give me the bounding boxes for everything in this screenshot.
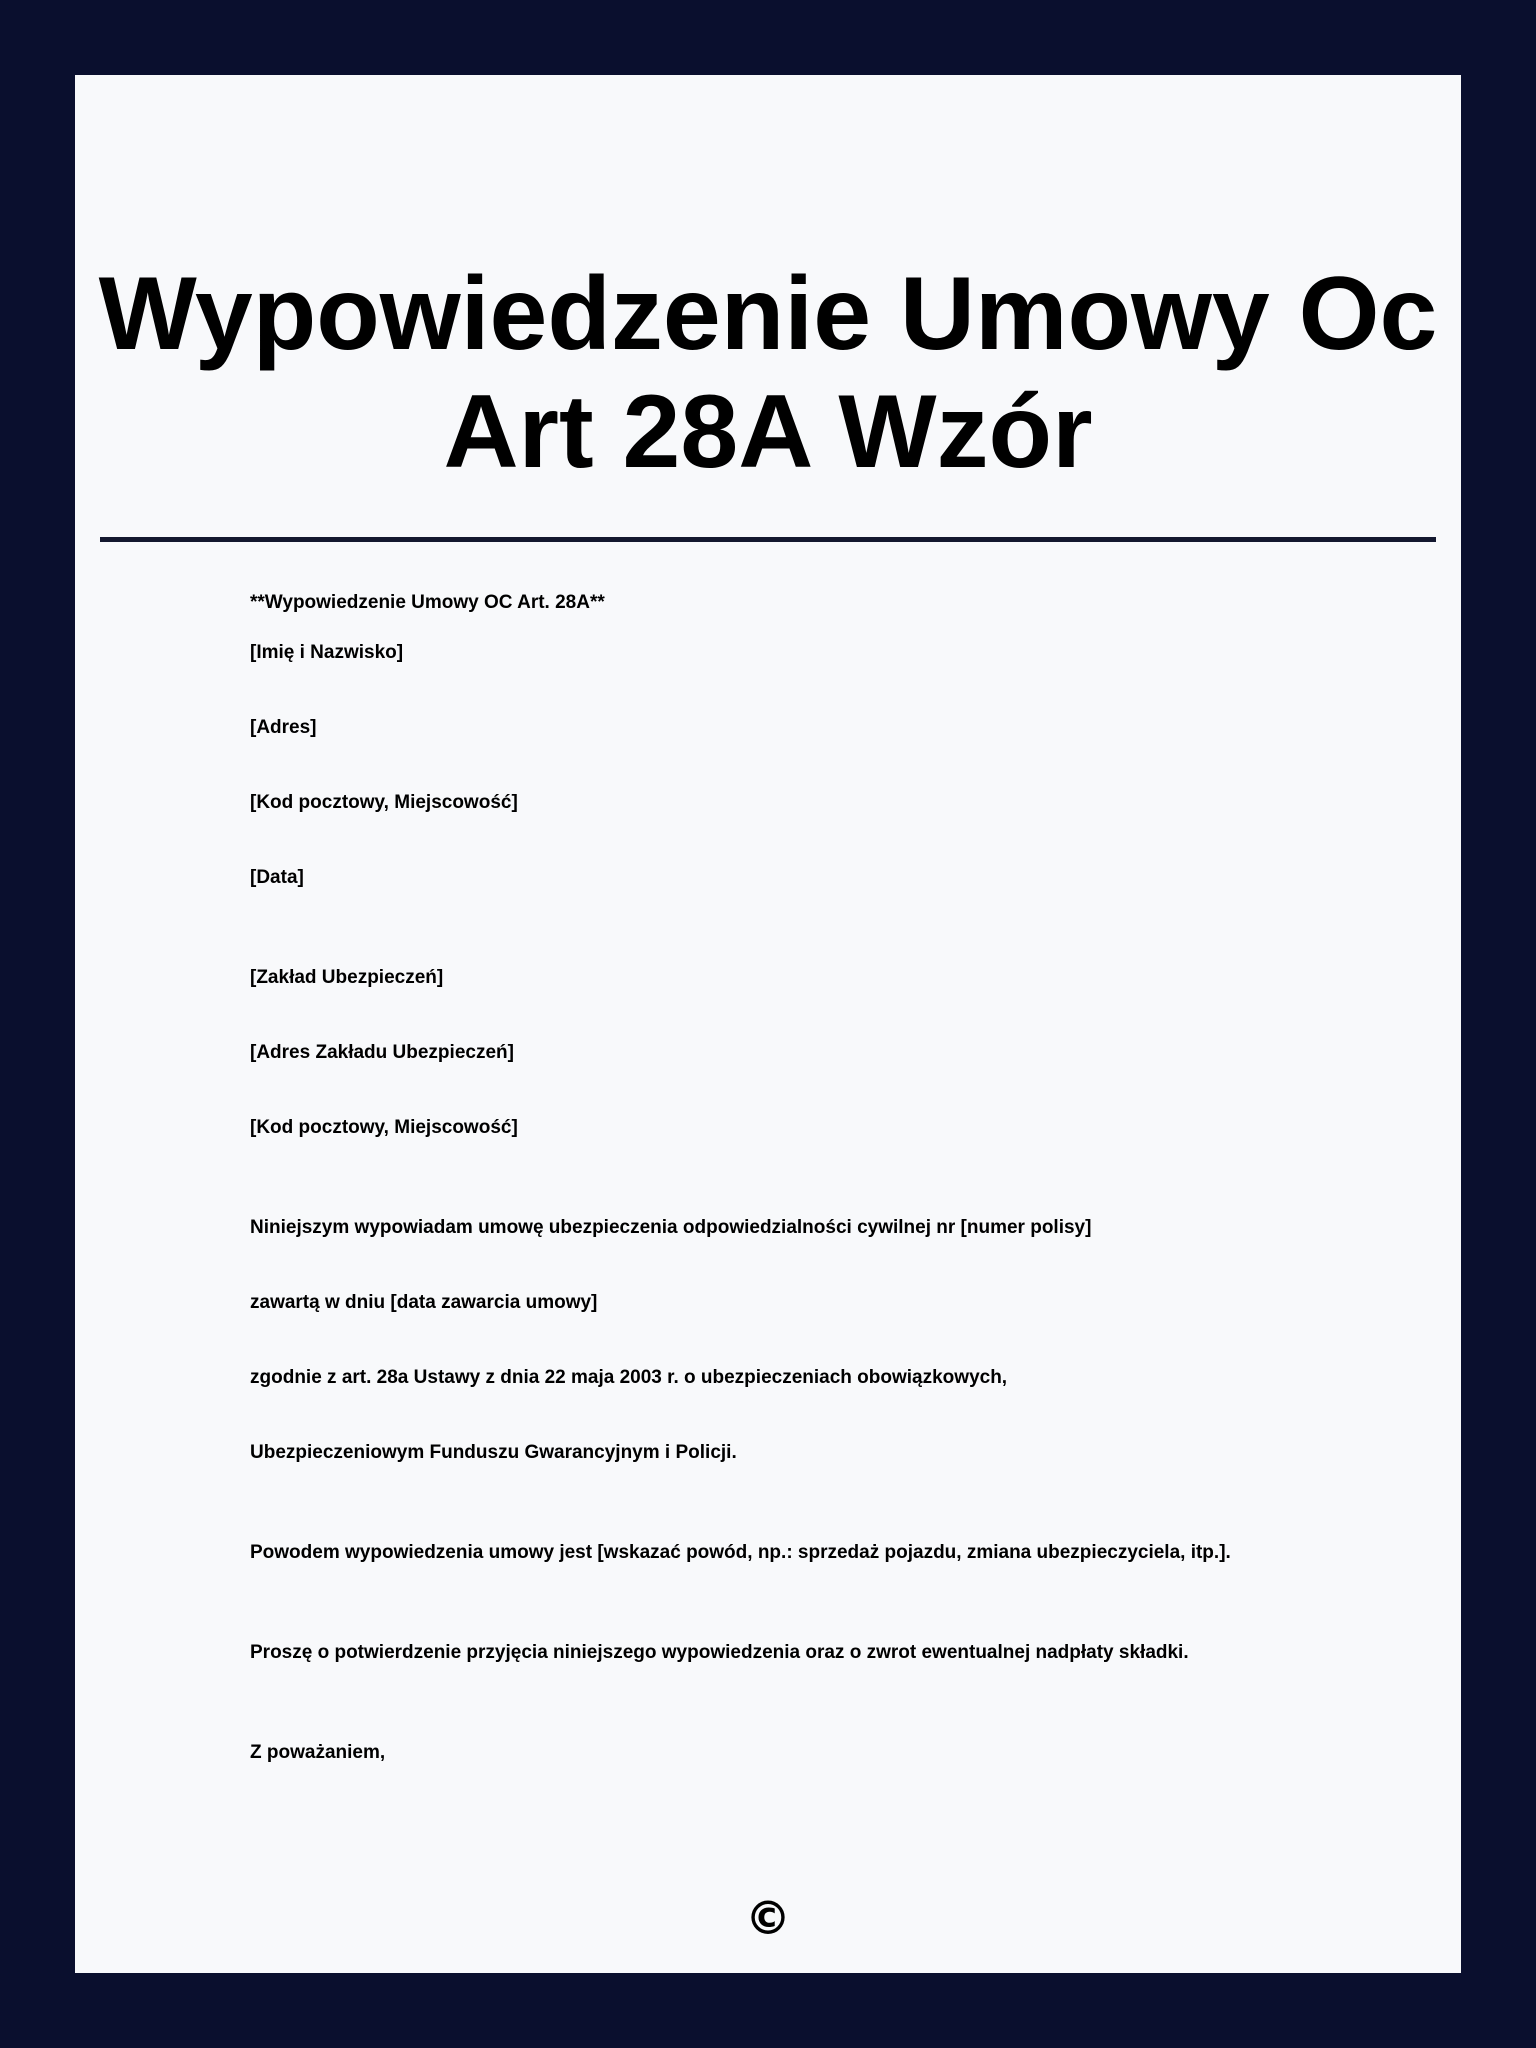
copyright-icon: © [745, 1891, 791, 1945]
recipient-postal: [Kod pocztowy, Miejscowość] [250, 1117, 518, 1138]
title-divider [100, 537, 1436, 542]
letter-heading: **Wypowiedzenie Umowy OC Art. 28A** [250, 592, 605, 613]
recipient-company: [Zakład Ubezpieczeń] [250, 967, 444, 988]
document-page [75, 75, 1461, 1973]
body-paragraph: Powodem wypowiedzenia umowy jest [wskazać powód, np.: sprzedaż pojazdu, zmiana ubezpieczyciela, itp.]. [250, 1542, 1231, 1563]
letter-date: [Data] [250, 867, 304, 888]
sender-name: [Imię i Nazwisko] [250, 642, 404, 663]
body-paragraph: zawartą w dniu [data zawarcia umowy] [250, 1292, 598, 1313]
document-title: Wypowiedzenie Umowy Oc Art 28A Wzór [98, 256, 1438, 490]
body-paragraph: zgodnie z art. 28a Ustawy z dnia 22 maja 2003 r. o ubezpieczeniach obowiązkowych, [250, 1367, 1008, 1388]
body-paragraph: Niniejszym wypowiadam umowę ubezpieczenia odpowiedzialności cywilnej nr [numer polisy] [250, 1217, 1092, 1238]
sender-postal: [Kod pocztowy, Miejscowość] [250, 792, 518, 813]
body-paragraph: Proszę o potwierdzenie przyjęcia niniejszego wypowiedzenia oraz o zwrot ewentualnej nadpłaty składki. [250, 1642, 1189, 1663]
closing-text: Z poważaniem, [250, 1742, 386, 1763]
sender-address: [Adres] [250, 717, 317, 738]
body-paragraph: Ubezpieczeniowym Funduszu Gwarancyjnym i Policji. [250, 1442, 737, 1463]
recipient-address: [Adres Zakładu Ubezpieczeń] [250, 1042, 514, 1063]
